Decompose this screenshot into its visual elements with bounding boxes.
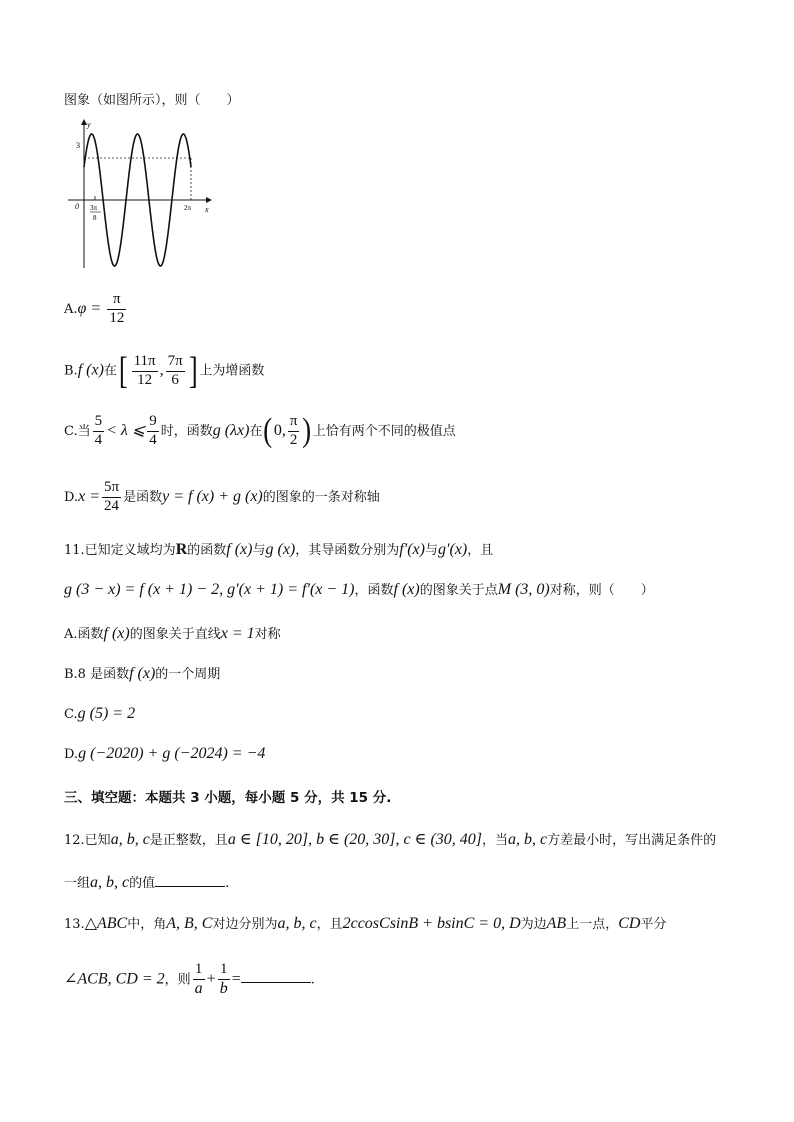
y-tick-3: 3: [76, 141, 80, 150]
option-d-label: D.: [64, 489, 79, 505]
q13-line1: 13.△ABC中，角A, B, C对边分别为a, b, c，且2ccosCsinB + bsinC = 0, D为边AB上一点，CD平分: [64, 915, 667, 932]
section-3-heading: 三、填空题：本题共 3 小题，每小题 5 分，共 15 分.: [64, 790, 392, 806]
x-tick-3pi-num: 3π: [90, 204, 98, 212]
option-a-label: A.: [64, 301, 78, 317]
q11-option-a: A.函数f (x)的图象关于直线x = 1对称: [64, 625, 281, 642]
option-a-fraction: $\frac{\pi}{12}$: [109, 291, 125, 326]
origin-label: 0: [75, 202, 79, 211]
sine-graph-figure: [66, 118, 216, 270]
x-tick-2pi: 2π: [184, 204, 192, 212]
x-tick-3pi-den: 8: [93, 214, 97, 222]
q11-option-d: D.g (−2020) + g (−2024) = −4: [64, 745, 266, 762]
q12-line1: 12.已知a, b, c是正整数，且a ∈ [10, 20], b ∈ (20, 30], c ∈ (30, 40]，当a, b, c方差最小时，写出满足条件的: [64, 831, 717, 848]
q13-answer-blank[interactable]: [241, 970, 311, 983]
x-axis-label: x: [205, 205, 209, 214]
q10-option-b: B.f (x)在[ $\frac{11\pi}{12}$ , $\frac{7\pi}{6}$ ] 上为增函数: [64, 350, 265, 392]
option-a-lhs: φ =: [77, 299, 102, 317]
q11-option-c: C.g (5) = 2: [64, 705, 136, 722]
option-c-tail: 上恰有两个不同的极值点: [312, 423, 456, 439]
q11-stem-line2: g (3 − x) = f (x + 1) − 2, g′(x + 1) = f′(x − 1)，函数f (x)的图象关于点M (3, 0)对称，则（ ）: [64, 581, 654, 598]
option-b-func: f (x): [77, 361, 104, 379]
q13-line2: ∠ACB, CD = 2，则 $\frac{1}{a}$ + $\frac{1}{b}$ = .: [64, 961, 315, 997]
option-b-tail: 上为增函数: [199, 363, 265, 379]
q12-answer-blank[interactable]: [155, 874, 225, 887]
q10-option-c: C.当 $\frac{5}{4}$ < λ ⩽ $\frac{9}{4}$ 时，函数g (λx)在(0, $\frac{\pi}{2}$ )上恰有两个不同的极值点: [64, 412, 456, 450]
option-c-label: C.当: [64, 423, 91, 439]
intro-text: 图象（如图所示），则（ ）: [64, 93, 240, 108]
q11-stem-line1: 11.已知定义域均为R的函数f (x)与g (x)，其导函数分别为f′(x)与g′(x)，且: [64, 541, 494, 558]
option-b-label: B.: [64, 363, 78, 379]
q12-line2: 一组a, b, c的值 .: [64, 874, 230, 891]
q10-option-a: [64, 292, 128, 327]
y-axis-label: y: [87, 120, 91, 129]
q10-option-d: D.x = $\frac{5\pi}{24}$ 是函数y = f (x) + g (x)的图象的一条对称轴: [64, 479, 380, 514]
q11-option-b: B.8 是函数f (x)的一个周期: [64, 665, 221, 682]
